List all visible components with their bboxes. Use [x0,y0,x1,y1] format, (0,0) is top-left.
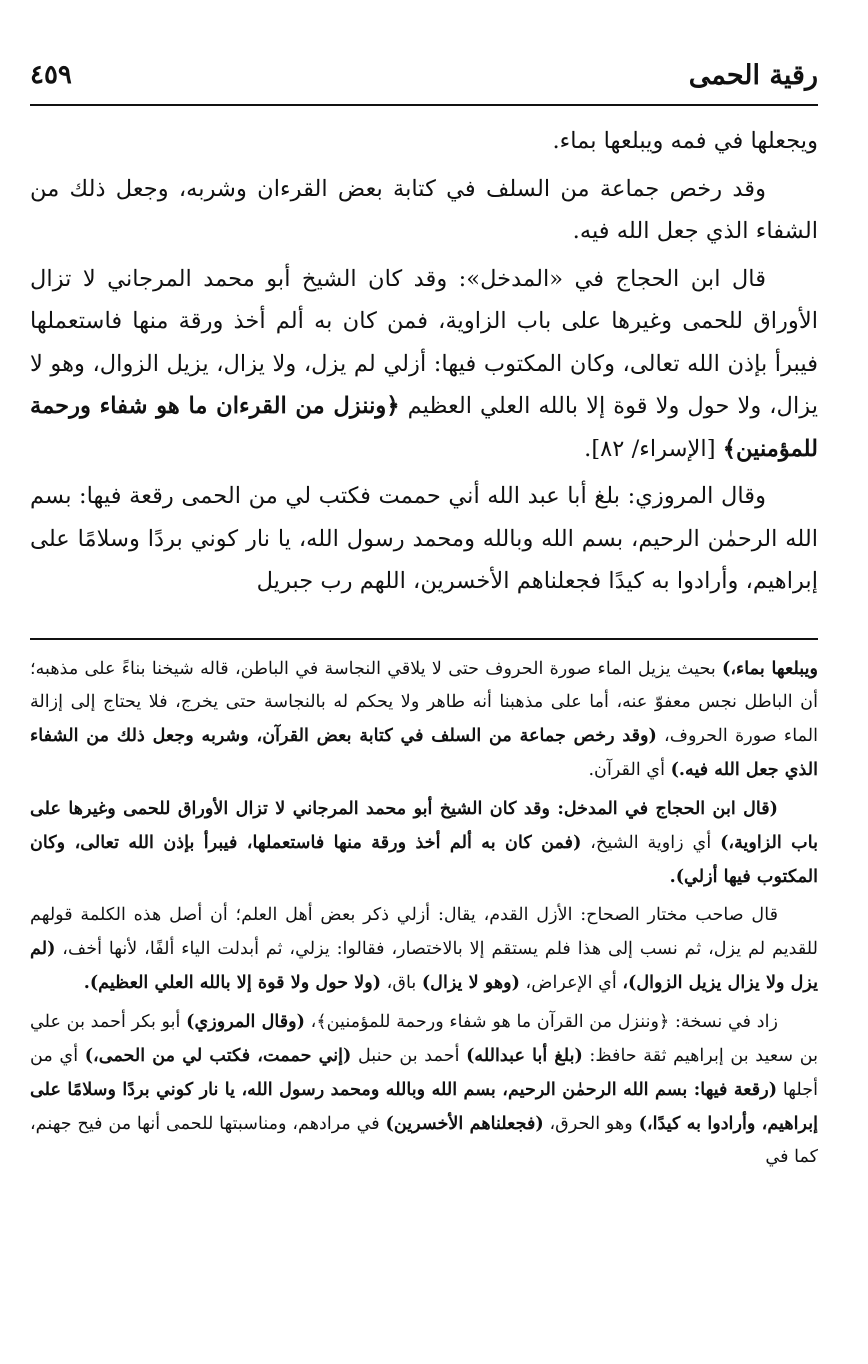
commentary-bold-quote: (لم يزل ولا يزال يزيل الزوال)، [30,938,818,993]
quran-verse: ﴿وننزل من القرءان ما هو شفاء ورحمة للمؤمنين﴾ [30,393,818,462]
commentary-bold-quote: (بلغ أبا عبدالله) [466,1045,583,1066]
commentary-paragraph-2 [30,792,818,894]
commentary-text: زاد في نسخة: ﴿وننزل من القرآن ما هو شفاء ورحمة للمؤمنين﴾، [304,1012,779,1032]
commentary [30,652,818,1179]
commentary-text: أي زاوية الشيخ، [581,833,721,853]
commentary-bold-quote: (قال ابن الحجاج في المدخل: وقد كان الشيخ أبو محمد المرجاني لا تزال الأوراق للحمى وغيرها على باب الزاوية،) [30,798,818,853]
main-text [30,120,818,608]
commentary-text: أي من أجلها [30,1046,818,1100]
commentary-bold-quote: (وهو لا يزال) [421,972,520,993]
commentary-text: أي الإعراض، [519,973,623,993]
commentary-bold-quote: ويبلعها بماء،) [722,658,818,679]
commentary-text: أبو بكر أحمد بن علي بن سعيد بن إبراهيم ثقة حافظ: [30,1012,818,1066]
commentary-bold-quote: (وقال المروزي) [186,1011,305,1032]
running-title: رقية الحمى [688,59,818,91]
main-paragraph-1: ويجعلها في فمه ويبلعها بماء. [552,128,818,154]
main-paragraph-2: وقد رخص جماعة من السلف في كتابة بعض القرءان وشربه، وجعل ذلك من الشفاء الذي جعل الله فيه. [30,175,818,244]
main-paragraph-4: وقال المروزي: بلغ أبا عبد الله أني حممت فكتب لي من الحمى رقعة فيها: بسم الله الرحمٰن الرحيم، بسم الله وبالله ومحمد رسول الله، يا نار كوني بردًا وسلامًا على إبراهيم، وأرادوا به كيدًا فجعلناهم الأخسرين، اللهم رب جبريل [30,483,818,594]
commentary-paragraph-3 [30,899,818,1000]
footnote-divider [30,638,818,640]
commentary-text: وهو الحرق، [543,1114,639,1134]
commentary-paragraph-1 [30,652,818,787]
commentary-bold-quote: (ولا حول ولا قوة إلا بالله العلي العظيم). [83,972,382,993]
commentary-paragraph-4 [30,1005,818,1174]
commentary-text: بحيث يزيل الماء صورة الحروف حتى لا يلاقي النجاسة في الباطن، قاله شيخنا بناءً على مذهبه؛ أن الباطل نجس معفوّ عنه، أما على مذهبنا أنه طاهر ولا يحكم له بالنجاسة حتى يخرج، فلا يحتاج إلى إزالة الماء صورة الحروف، [30,659,818,746]
commentary-text: في مرادهم، ومناسبتها للحمى أنها من فيح جهنم، كما في [30,1114,818,1167]
commentary-text: أحمد بن حنبل [351,1046,467,1066]
commentary-bold-quote: (وقد رخص جماعة من السلف في كتابة بعض القرآن، وشربه وجعل ذلك من الشفاء الذي جعل الله فيه.) [30,725,818,780]
commentary-bold-quote: (رقعة فيها: بسم الله الرحمٰن الرحيم، بسم الله وبالله ومحمد رسول الله، يا نار كوني بردًا وسلامًا على إبراهيم، وأرادوا به كيدًا،) [30,1079,818,1134]
commentary-text: أي القرآن. [588,760,671,780]
commentary-bold-quote: (فمن كان به ألم أخذ ورقة منها فاستعملها، فيبرأ بإذن الله تعالى، وكان المكتوب فيها أزلي). [30,832,818,887]
commentary-bold-quote: (إني حممت، فكتب لي من الحمى،) [84,1045,352,1066]
commentary-text: قال صاحب مختار الصحاح: الأزل القدم، يقال: أزلي ذكر بعض أهل العلم؛ أن أصل هذه الكلمة قولهم للقديم لم يزل، ثم نسب إلى هذا فلم يستقم إلا بالاختصار، فقالوا: يزلي، ثم أبدلت الياء ألفًا، لأنها أخف، [30,905,818,959]
main-paragraph-3-text: قال ابن الحجاج في «المدخل»: وقد كان الشيخ أبو محمد المرجاني لا تزال الأوراق للحمى وغيرها على باب الزاوية، فمن كان به ألم أخذ ورقة منها فاستعملها فيبرأ بإذن الله تعالى، وكان المكتوب فيها: أزلي لم يزل، ولا يزال، يزيل الزوال، وهو لا يزال، ولا حول ولا قوة إلا بالله العلي العظيم [30,265,819,419]
page-header [30,46,818,106]
main-paragraph-3 [30,258,818,471]
page-number: ٤٥٩ [30,60,72,90]
verse-reference: [الإسراء/ ٨٢]. [584,435,723,462]
commentary-text: باق، [381,973,422,993]
commentary-bold-quote: (فجعلناهم الأخسرين) [385,1113,544,1134]
